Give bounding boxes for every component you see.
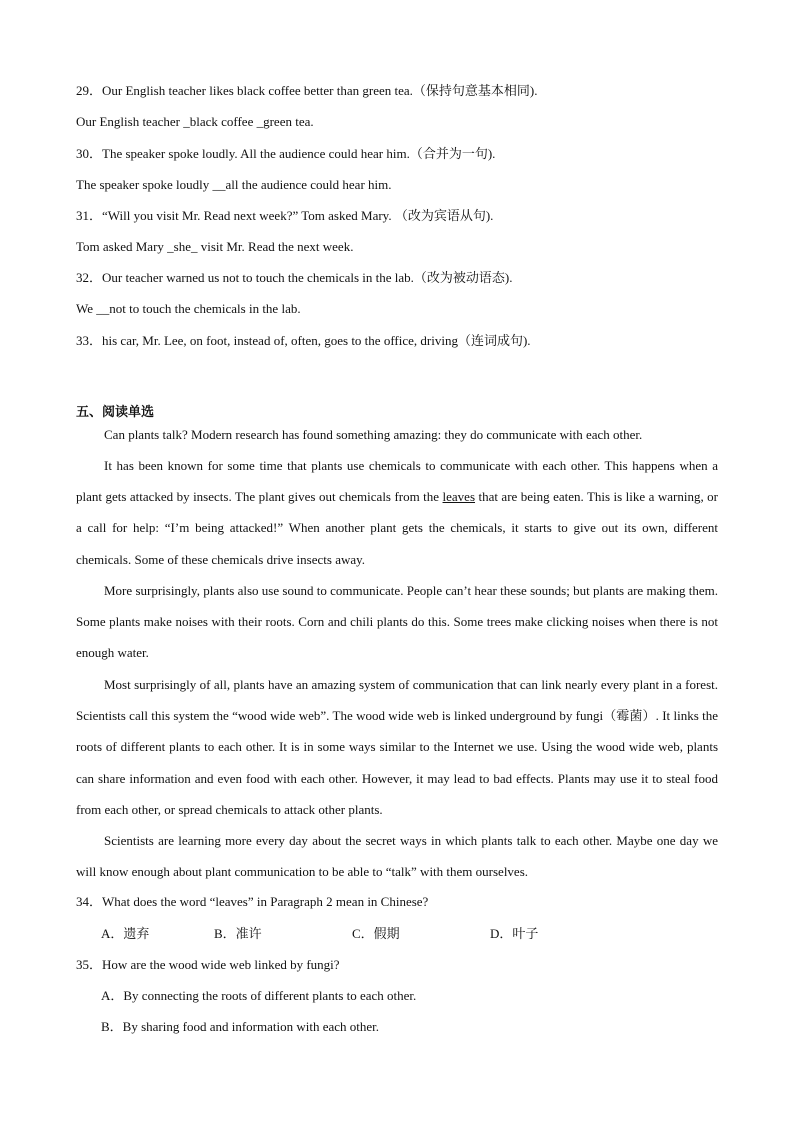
answer-text: The speaker spoke loudly __all the audience could hear him. bbox=[76, 177, 392, 192]
q34-option-c[interactable]: C．假期 bbox=[352, 926, 400, 941]
q31-answer-line bbox=[76, 238, 353, 256]
q33-prompt bbox=[76, 332, 531, 350]
answer-text: Our English teacher _black coffee _green tea. bbox=[76, 114, 314, 129]
q29-answer-line bbox=[76, 113, 314, 131]
q35-option-a[interactable]: A．By connecting the roots of different plants to each other. bbox=[101, 988, 417, 1003]
underlined-word: leaves bbox=[442, 489, 476, 505]
question-text: Our teacher warned us not to touch the chemicals in the lab.（改为被动语态). bbox=[102, 270, 513, 285]
passage-paragraph-2 bbox=[76, 450, 718, 575]
q35-option-b[interactable]: B．By sharing food and information with each other. bbox=[101, 1019, 380, 1034]
paragraph-text: Can plants talk? Modern research has found something amazing: they do communicate with each other. bbox=[104, 427, 643, 442]
question-number: 30． bbox=[76, 146, 103, 161]
passage-paragraph-1 bbox=[76, 419, 718, 450]
section-title: 五、阅读单选 bbox=[76, 404, 155, 419]
q29-prompt bbox=[76, 82, 538, 100]
paragraph-text: It has been known for some time that plants use chemicals to communicate with each other. This happens when a plant gets attacked by insects. The plant gives out chemicals from the bbox=[76, 458, 718, 505]
q32-answer-line bbox=[76, 300, 301, 318]
q34-stem: 34．What does the word “leaves” in Paragraph 2 mean in Chinese? bbox=[76, 894, 429, 909]
passage-paragraph-5 bbox=[76, 825, 718, 887]
paragraph-text: that are being eaten. This is like a warning, or a call for help: “I’m being attacked!” When another plant gets the chemicals, it starts to give out its own, different chemicals. Some of these chemicals drive insects away. bbox=[76, 489, 719, 567]
q34-option-a[interactable]: A．遗弃 bbox=[101, 926, 150, 941]
q32-prompt bbox=[76, 269, 513, 287]
passage-paragraph-3 bbox=[76, 575, 718, 669]
question-text: his car, Mr. Lee, on foot, instead of, often, goes to the office, driving（连词成句). bbox=[102, 333, 531, 348]
q34-option-d[interactable]: D．叶子 bbox=[490, 926, 539, 941]
question-number: 29． bbox=[76, 83, 103, 98]
q34-option-b[interactable]: B．准许 bbox=[214, 926, 262, 941]
answer-text: We __not to touch the chemicals in the lab. bbox=[76, 301, 301, 316]
question-text: The speaker spoke loudly. All the audience could hear him.（合并为一句). bbox=[102, 146, 496, 161]
question-number: 33． bbox=[76, 333, 103, 348]
q31-prompt bbox=[76, 207, 493, 225]
paragraph-text: More surprisingly, plants also use sound to communicate. People can’t hear these sounds; but plants are making them. Some plants make noises with their roots. Corn and chili plants do this. Some trees make clicking noises when there is not enough water. bbox=[76, 583, 718, 661]
q35-stem: 35．How are the wood wide web linked by fungi? bbox=[76, 957, 340, 972]
question-number: 32． bbox=[76, 270, 103, 285]
passage-paragraph-4 bbox=[76, 669, 718, 825]
answer-text: Tom asked Mary _she_ visit Mr. Read the next week. bbox=[76, 239, 354, 254]
paragraph-text: Most surprisingly of all, plants have an amazing system of communication that can link nearly every plant in a forest. Scientists call this system the “wood wide web”. The wood wide web is linked underground by fungi（霉菌）. It links the roots of different plants to each other. It is in some ways similar to the Internet we use. Using the wood wide web, plants can share information and even food with each other. However, it may lead to bad effects. Plants may use it to steal food from each other, or spread chemicals to attack other plants. bbox=[76, 677, 718, 817]
q30-answer-line bbox=[76, 176, 392, 194]
question-number: 31． bbox=[76, 208, 103, 223]
question-text: Our English teacher likes black coffee better than green tea.（保持句意基本相同). bbox=[102, 83, 538, 98]
paragraph-text: Scientists are learning more every day about the secret ways in which plants talk to each other. Maybe one day we will know enough about plant communication to be able to “talk” with them ourselves. bbox=[76, 833, 718, 880]
q30-prompt bbox=[76, 145, 495, 163]
question-text: “Will you visit Mr. Read next week?” Tom asked Mary. （改为宾语从句). bbox=[102, 208, 494, 223]
